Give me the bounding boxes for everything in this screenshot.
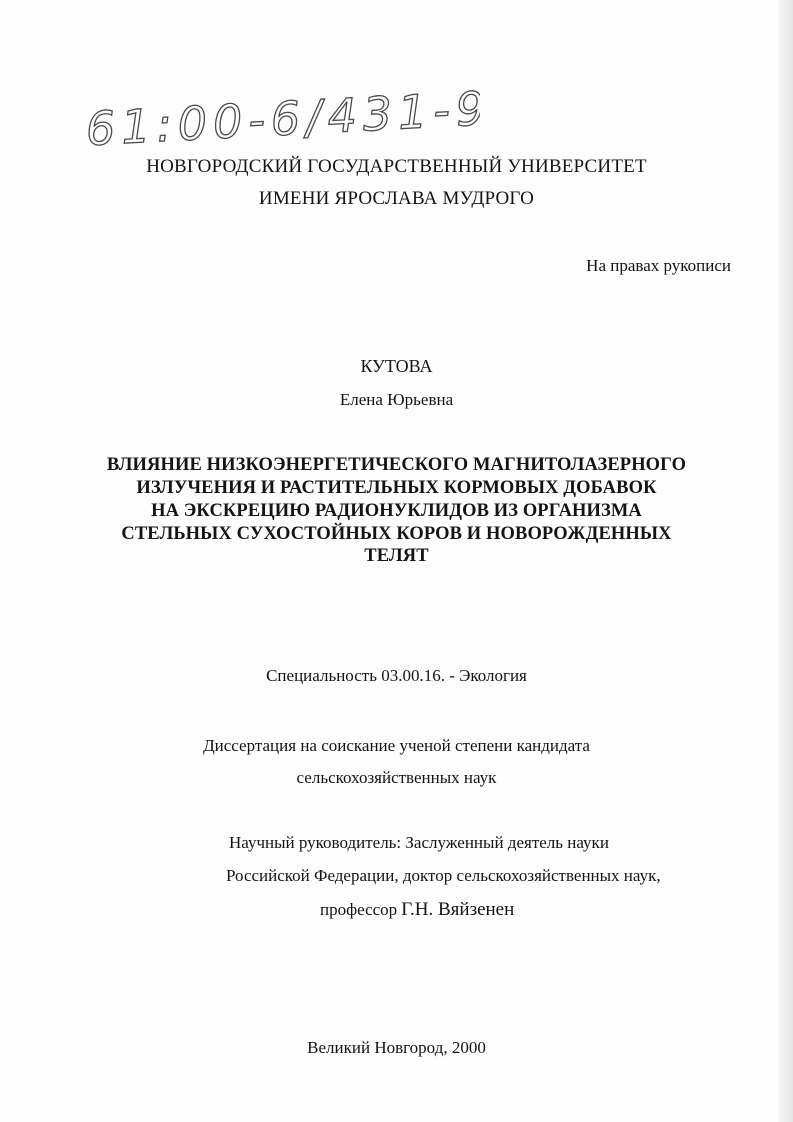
handwritten-catalog-mark [0,86,480,156]
author-given-names: Елена Юрьевна [339,390,454,409]
title-line-5: ТЕЛЯТ [364,546,429,566]
dissertation-line2: сельскохозяйственных наук [296,768,497,787]
university-name-line1: НОВГОРОДСКИЙ ГОСУДАРСТВЕННЫЙ УНИВЕРСИТЕТ [146,156,647,177]
title-line-4: СТЕЛЬНЫХ СУХОСТОЙНЫХ КОРОВ И НОВОРОЖДЕННЫХ [121,524,672,544]
title-line-2: ИЗЛУЧЕНИЯ И РАСТИТЕЛЬНЫХ КОРМОВЫХ ДОБАВОК [136,478,657,498]
supervisor-line1: Научный руководитель: Заслуженный деятель науки [229,833,609,852]
manuscript-rights-label: На правах рукописи [586,256,731,275]
supervisor-line3 [320,899,514,921]
handwritten-mark-text: 61:00-6/431-9 [84,86,480,156]
supervisor-name: Г.Н. Вяйзенен [401,899,515,920]
university-name-line2: ИМЕНИ ЯРОСЛАВА МУДРОГО [258,188,535,209]
dissertation-line1: Диссертация на соискание ученой степени кандидата [203,736,590,755]
supervisor-title: профессор [320,900,398,919]
author-surname: КУТОВА [360,356,433,376]
specialty-line: Специальность 03.00.16. - Экология [266,666,527,685]
title-line-3: НА ЭКСКРЕЦИЮ РАДИОНУКЛИДОВ ИЗ ОРГАНИЗМА [151,501,642,521]
place-and-year: Великий Новгород, 2000 [307,1038,486,1057]
supervisor-line2: Российской Федерации, доктор сельскохозяйственных наук, [226,866,661,885]
title-line-1: ВЛИЯНИЕ НИЗКОЭНЕРГЕТИЧЕСКОГО МАГНИТОЛАЗЕРНОГО [106,455,687,475]
